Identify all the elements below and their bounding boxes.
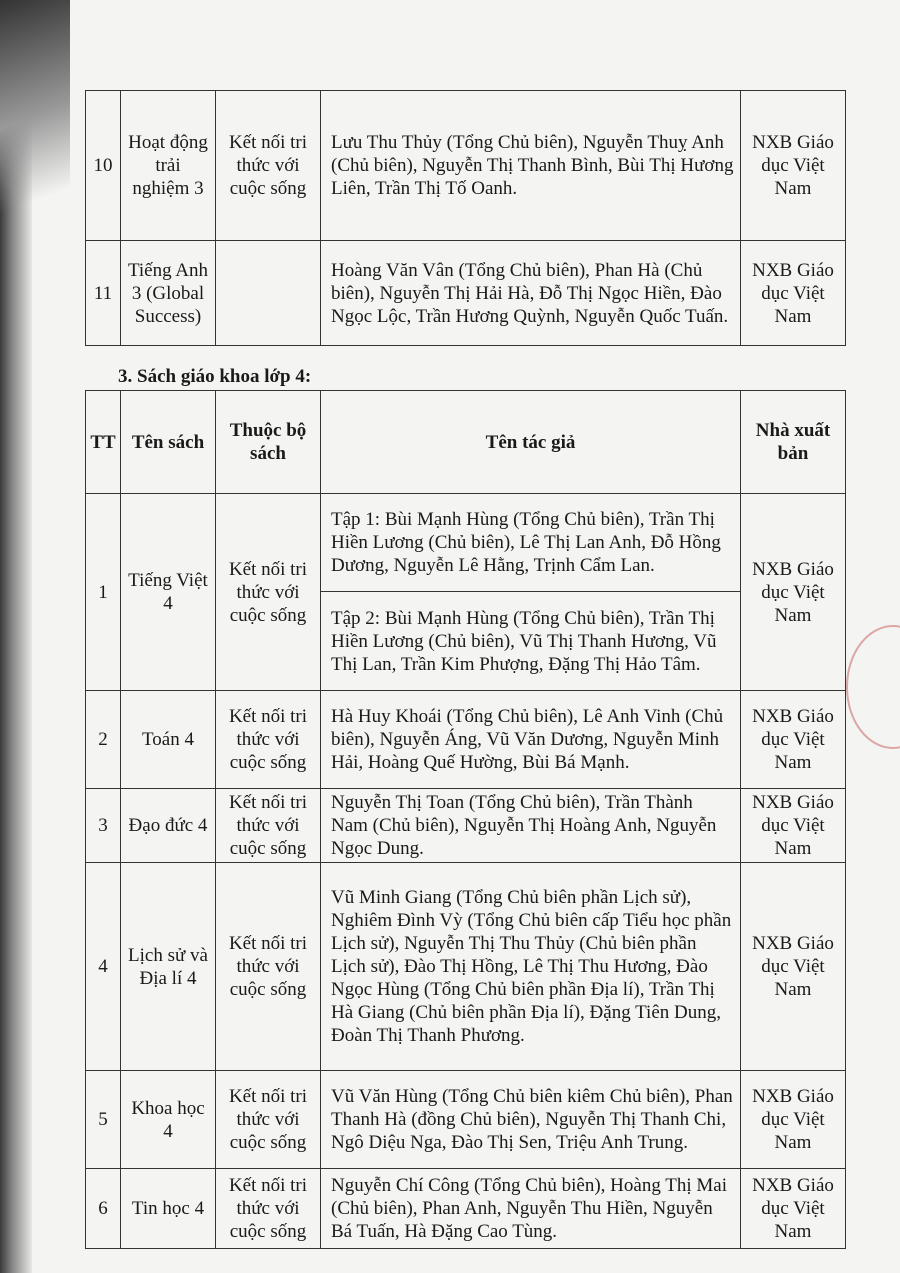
book-name-cell: Tiếng Anh 3 (Global Success) <box>121 241 216 346</box>
header-publisher: Nhà xuất bản <box>741 391 846 494</box>
publisher-cell: NXB Giáo dục Việt Nam <box>741 691 846 789</box>
tt-cell: 3 <box>86 789 121 863</box>
red-stamp <box>846 625 900 749</box>
book-name-cell: Đạo đức 4 <box>121 789 216 863</box>
table-row <box>86 494 846 592</box>
header-authors: Tên tác giả <box>321 391 741 494</box>
authors-cell: Vũ Minh Giang (Tổng Chủ biên phần Lịch sử), Nghiêm Đình Vỳ (Tổng Chủ biên cấp Tiểu học phần Lịch sử), Nguyễn Thị Thu Thủy (Chủ biên phần Lịch sử), Đào Thị Hồng, Lê Thị Thu Hương, Đào Ngọc Hùng (Tổng Chủ biên phần Địa lí), Trần Thị Hà Giang (Chủ biên phần Địa lí), Đặng Tiên Dung, Đoàn Thị Thanh Phương. <box>321 863 741 1071</box>
header-tt: TT <box>86 391 121 494</box>
tt-cell: 10 <box>86 91 121 241</box>
authors-cell: Lưu Thu Thủy (Tổng Chủ biên), Nguyễn Thuỵ Anh (Chủ biên), Nguyễn Thị Thanh Bình, Bùi Thị Hương Liên, Trần Thị Tố Oanh. <box>321 91 741 241</box>
series-cell: Kết nối tri thức với cuộc sống <box>216 1071 321 1169</box>
authors-cell: Nguyễn Thị Toan (Tổng Chủ biên), Trần Thành Nam (Chủ biên), Nguyễn Thị Hoàng Anh, Nguyễn Ngọc Dung. <box>321 789 741 863</box>
textbook-table-continued <box>85 90 846 346</box>
tt-cell: 6 <box>86 1169 121 1249</box>
authors-cell-volume2: Tập 2: Bùi Mạnh Hùng (Tổng Chủ biên), Trần Thị Hiền Lương (Chủ biên), Vũ Thị Thanh Hương, Vũ Thị Lan, Trần Kim Phượng, Đặng Thị Hảo Tâm. <box>321 592 741 691</box>
tt-cell: 5 <box>86 1071 121 1169</box>
table-row <box>86 1071 846 1169</box>
publisher-cell: NXB Giáo dục Việt Nam <box>741 241 846 346</box>
series-cell <box>216 241 321 346</box>
book-name-cell: Tiếng Việt 4 <box>121 494 216 691</box>
book-name-cell: Toán 4 <box>121 691 216 789</box>
authors-cell: Vũ Văn Hùng (Tổng Chủ biên kiêm Chủ biên), Phan Thanh Hà (đồng Chủ biên), Nguyễn Thị Thanh Chi, Ngô Diệu Nga, Đào Thị Sen, Triệu Anh Trung. <box>321 1071 741 1169</box>
table-row <box>86 863 846 1071</box>
authors-cell: Hoàng Văn Vân (Tổng Chủ biên), Phan Hà (Chủ biên), Nguyễn Thị Hải Hà, Đỗ Thị Ngọc Hiền, Đào Ngọc Lộc, Trần Hương Quỳnh, Nguyễn Quốc Tuấn. <box>321 241 741 346</box>
section-heading: 3. Sách giáo khoa lớp 4: <box>118 366 312 387</box>
book-name-cell: Hoạt động trải nghiệm 3 <box>121 91 216 241</box>
book-name-cell: Tin học 4 <box>121 1169 216 1249</box>
publisher-cell: NXB Giáo dục Việt Nam <box>741 91 846 241</box>
book-name-cell: Lịch sử và Địa lí 4 <box>121 863 216 1071</box>
series-cell: Kết nối tri thức với cuộc sống <box>216 863 321 1071</box>
header-series: Thuộc bộ sách <box>216 391 321 494</box>
series-cell: Kết nối tri thức với cuộc sống <box>216 1169 321 1249</box>
publisher-cell: NXB Giáo dục Việt Nam <box>741 863 846 1071</box>
publisher-cell: NXB Giáo dục Việt Nam <box>741 1169 846 1249</box>
table-row <box>86 241 846 346</box>
header-name: Tên sách <box>121 391 216 494</box>
tt-cell: 11 <box>86 241 121 346</box>
table-row <box>86 91 846 241</box>
tt-cell: 1 <box>86 494 121 691</box>
page-corner-shadow <box>0 0 70 260</box>
table-row <box>86 789 846 863</box>
table-row <box>86 1169 846 1249</box>
authors-cell-volume1: Tập 1: Bùi Mạnh Hùng (Tổng Chủ biên), Trần Thị Hiền Lương (Chủ biên), Lê Thị Lan Anh, Đỗ Hồng Dương, Nguyễn Lê Hằng, Trịnh Cẩm Lan. <box>321 494 741 592</box>
authors-cell: Nguyễn Chí Công (Tổng Chủ biên), Hoàng Thị Mai (Chủ biên), Phan Anh, Nguyễn Thu Hiền, Nguyễn Bá Tuấn, Hà Đặng Cao Tùng. <box>321 1169 741 1249</box>
series-cell: Kết nối tri thức với cuộc sống <box>216 691 321 789</box>
tt-cell: 4 <box>86 863 121 1071</box>
publisher-cell: NXB Giáo dục Việt Nam <box>741 789 846 863</box>
series-cell: Kết nối tri thức với cuộc sống <box>216 494 321 691</box>
authors-cell: Hà Huy Khoái (Tổng Chủ biên), Lê Anh Vinh (Chủ biên), Nguyễn Áng, Vũ Văn Dương, Nguyễn Minh Hải, Hoàng Quế Hường, Bùi Bá Mạnh. <box>321 691 741 789</box>
publisher-cell: NXB Giáo dục Việt Nam <box>741 494 846 691</box>
grade4-textbook-table <box>85 390 846 1249</box>
series-cell: Kết nối tri thức với cuộc sống <box>216 789 321 863</box>
table-row <box>86 691 846 789</box>
tt-cell: 2 <box>86 691 121 789</box>
table-header-row <box>86 391 846 494</box>
book-name-cell: Khoa học 4 <box>121 1071 216 1169</box>
publisher-cell: NXB Giáo dục Việt Nam <box>741 1071 846 1169</box>
series-cell: Kết nối tri thức với cuộc sống <box>216 91 321 241</box>
